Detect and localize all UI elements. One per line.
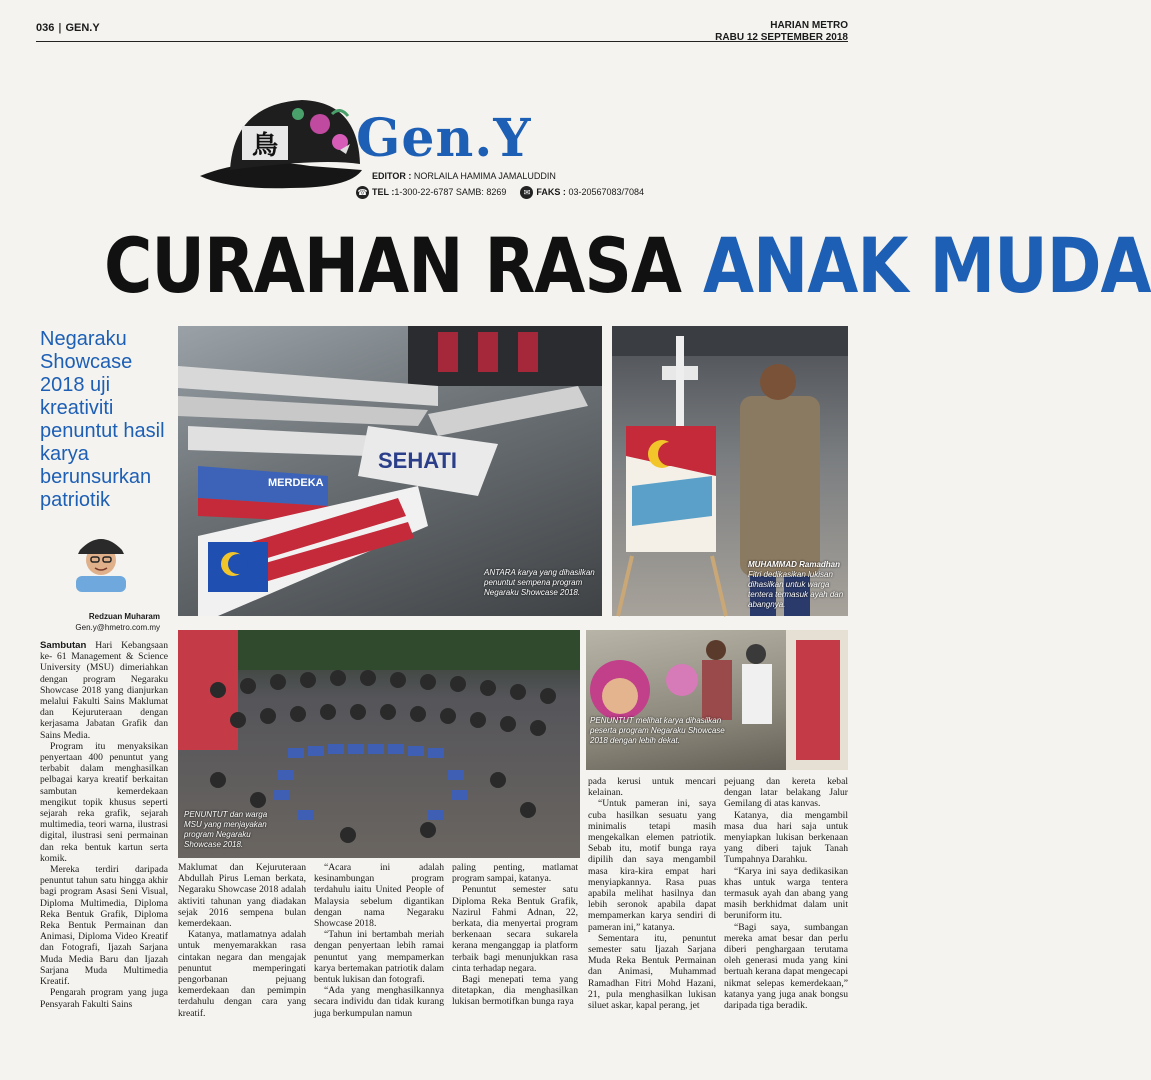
article-paragraph: Pengarah program yang juga Pensyarah Fakulti Sains — [40, 987, 168, 1010]
headline — [104, 222, 1151, 311]
article-paragraph: Program itu menyaksikan penyertaan 400 penuntut yang terbabit dalam menghasilkan pelbagai karya kreatif berkaitan sambutan kemerdekaan mengikut topik khusus seperti sejarah reka grafik, sejarah multimedia, teori warna, ilustrasi digital, ilustrasi seni permainan dan reka bentuk kartun serta komik. — [40, 740, 168, 864]
author-name: Redzuan Muharam — [88, 612, 160, 621]
editor-name: NORLAILA HAMIMA JAMALUDDIN — [413, 171, 556, 181]
photo-caption-4: PENUNTUT melihat karya dihasilkan peserta program Negaraku Showcase 2018 dengan lebih dekat. — [590, 716, 725, 745]
photo-student-painting — [612, 326, 848, 616]
article-paragraph: Sambutan Hari Kebangsaan ke- 61 Management & Science University (MSU) dimeriahkan dengan program Negaraku Showcase 2018 yang dianjurkan melalui Fakulti Sains Maklumat dan Kejuruteraan dengan kerjasama Jabatan Grafik dan Sains Media. — [40, 640, 168, 741]
fax-value: 03-20567083/7084 — [568, 186, 645, 197]
article-paragraph: Sementara itu, penuntut semester satu Ijazah Sarjana Muda Reka Bentuk Permainan dan Animasi, Muhammad Ramadhan Fitri Mohd Hazani, 21, pula menghasilkan lukisan siluet askar, kapal perang, jet — [588, 932, 716, 1012]
article-paragraph: Bagi menepati tema yang ditetapkan, dia menghasilkan lukisan bermotifkan bunga raya — [452, 974, 578, 1008]
article-column-1 — [40, 640, 168, 1010]
article-paragraph: Katanya, matlamatnya adalah untuk menyemarakkan rasa cintakan negara dan mengajak penuntut memperingati pengorbanan pejuang kemerdekaan dan pemimpin terdahulu dengan cara yang kreatif. — [178, 929, 306, 1019]
headline-part-1: CURAHAN RASA — [104, 222, 681, 311]
board-text-1: MERDEKA — [268, 477, 324, 489]
article-paragraph: Penuntut semester satu Diploma Reka Bentuk Grafik, Nazirul Fahmi Adnan, 22, berkata, dia menyertai program berkenaan secara sukarela kerana menganggap ia platform terbaik bagi menunjukkan rasa cinta terhadap negara. — [452, 884, 578, 974]
fax-icon: ✉ — [520, 186, 533, 199]
article-paragraph: “Karya ini saya dedikasikan khas untuk warga tentera termasuk ayah dan abang yang masih berkhidmat dalam unit beruniform itu. — [724, 865, 848, 922]
photo-artwork-benches — [178, 326, 602, 616]
article-paragraph: “Tahun ini bertambah meriah dengan penyertaan lebih ramai penuntut yang mempamerkan karya bertemakan patriotik dalam bentuk lukisan dan fotografi. — [314, 929, 444, 986]
photo-caption-2-text: Fitri dedikasikan lukisan dihasilkan untuk warga tentera termasuk ayah dan abangnya. — [748, 570, 844, 609]
intro-text: Negaraku Showcase 2018 uji kreativiti penuntut hasil karya berunsurkan patriotik — [40, 328, 165, 511]
fax-contact — [520, 186, 644, 199]
article-column-5 — [588, 776, 716, 1011]
board-text-2: SEHATI — [378, 448, 458, 473]
contact-line — [356, 186, 644, 199]
tel-label: TEL : — [372, 186, 395, 197]
headline-part-2: ANAK MUDA — [702, 222, 1151, 311]
tel-contact — [356, 186, 506, 199]
editor-label: EDITOR : — [372, 171, 412, 181]
article-paragraph: Katanya, dia mengambil masa dua hari saja untuk menyiapkan lukisan berkenaan yang diberi tajuk Tanah Tumpahnya Darahku. — [724, 809, 848, 866]
article-paragraph: “Ada yang menghasilkannya secara individu dan tidak kurang juga berkumpulan namun — [314, 985, 444, 1019]
article-column-2 — [178, 862, 306, 1019]
article-paragraph: paling penting, matlamat program sampai, katanya. — [452, 862, 578, 885]
issue-date: RABU 12 SEPTEMBER 2018 — [715, 32, 848, 43]
article-paragraph: “Untuk pameran ini, saya cuba hasilkan sesuatu yang minimalis tetapi masih mengekalkan elemen patriotik. Sebab itu, motif bunga raya dipilih dan saya mengambil masa kira-kira empat hari menyiapkannya. Rasa puas apabila melihat hasilnya dan lebih seronok apabila dapat mempamerkan karya sendiri di pameran ini,” katanya. — [588, 798, 716, 933]
paper-info — [715, 20, 848, 44]
article-paragraph: Maklumat dan Kejuruteraan Abdullah Pirus Leman berkata, Negaraku Showcase 2018 adalah aktiviti tahunan yang diadakan sejak 2016 sempena bulan kemerdekaan. — [178, 862, 306, 930]
brand-title: Gen.Y — [356, 108, 532, 169]
page-section-label: 036 | GEN.Y — [36, 22, 100, 34]
photo-caption-1: ANTARA karya yang dihasilkan penuntut sempena program Negaraku Showcase 2018. — [484, 568, 595, 597]
article-column-3 — [314, 862, 444, 1019]
article-column-4 — [452, 862, 578, 1008]
photo-viewing-art — [586, 630, 848, 770]
editor-line — [372, 171, 556, 181]
article-paragraph: “Acara ini adalah kesinambungan program terdahulu iaitu United People of Malaysia sebelum digantikan dengan nama Negaraku Showcase 2018. — [314, 862, 444, 930]
photo-group — [178, 630, 580, 858]
section-name: GEN.Y — [65, 22, 100, 34]
phone-icon: ☎ — [357, 188, 368, 197]
article-lead-word: Sambutan — [40, 640, 87, 651]
photo-caption-2-bold: MUHAMMAD Ramadhan — [748, 560, 840, 569]
cap-illustration — [190, 92, 365, 192]
tel-value: 1-300-22-6787 SAMB: 8269 — [394, 186, 507, 197]
author-email: Gen.y@hmetro.com.my — [75, 623, 160, 632]
article-column-6 — [724, 776, 848, 1011]
article-paragraph: Mereka terdiri daripada penuntut tahun satu hingga akhir bagi program Asasi Seni Visual, Diploma Multimedia, Diploma Reka Bentuk Grafik, Diploma Reka Bentuk Permainan dan Animasi, Diploma Video Kreatif dan Fotografi, Ijazah Sarjana Muda Media Baru dan Ijazah Sarjana Muda Multimedia Kreatif. — [40, 864, 168, 988]
fax-label: FAKS : — [536, 186, 566, 197]
page-number: 036 — [36, 22, 55, 34]
paper-name: HARIAN METRO — [770, 20, 848, 31]
article-paragraph: “Bagi saya, sumbangan mereka amat besar dan perlu diberi penghargaan terutama oleh generasi muda yang kini bertuah kerana dapat mengecapi nikmat selepas kemerdekaan,” katanya yang juga anak bongsu daripada tiga beradik. — [724, 921, 848, 1012]
photo-caption-2 — [748, 560, 844, 610]
viewing-illustration — [586, 630, 848, 770]
article-paragraph: pada kerusi untuk mencari kelainan. — [588, 776, 716, 799]
page-header — [36, 22, 848, 42]
cap-text: 鳥 — [251, 131, 279, 161]
article-paragraph: pejuang dan kereta kebal dengan latar belakang Jalur Gemilang di atas kanvas. — [724, 776, 848, 810]
author-avatar — [70, 528, 132, 592]
photo-caption-3: PENUNTUT dan warga MSU yang menjayakan program Negaraku Showcase 2018. — [184, 810, 268, 849]
